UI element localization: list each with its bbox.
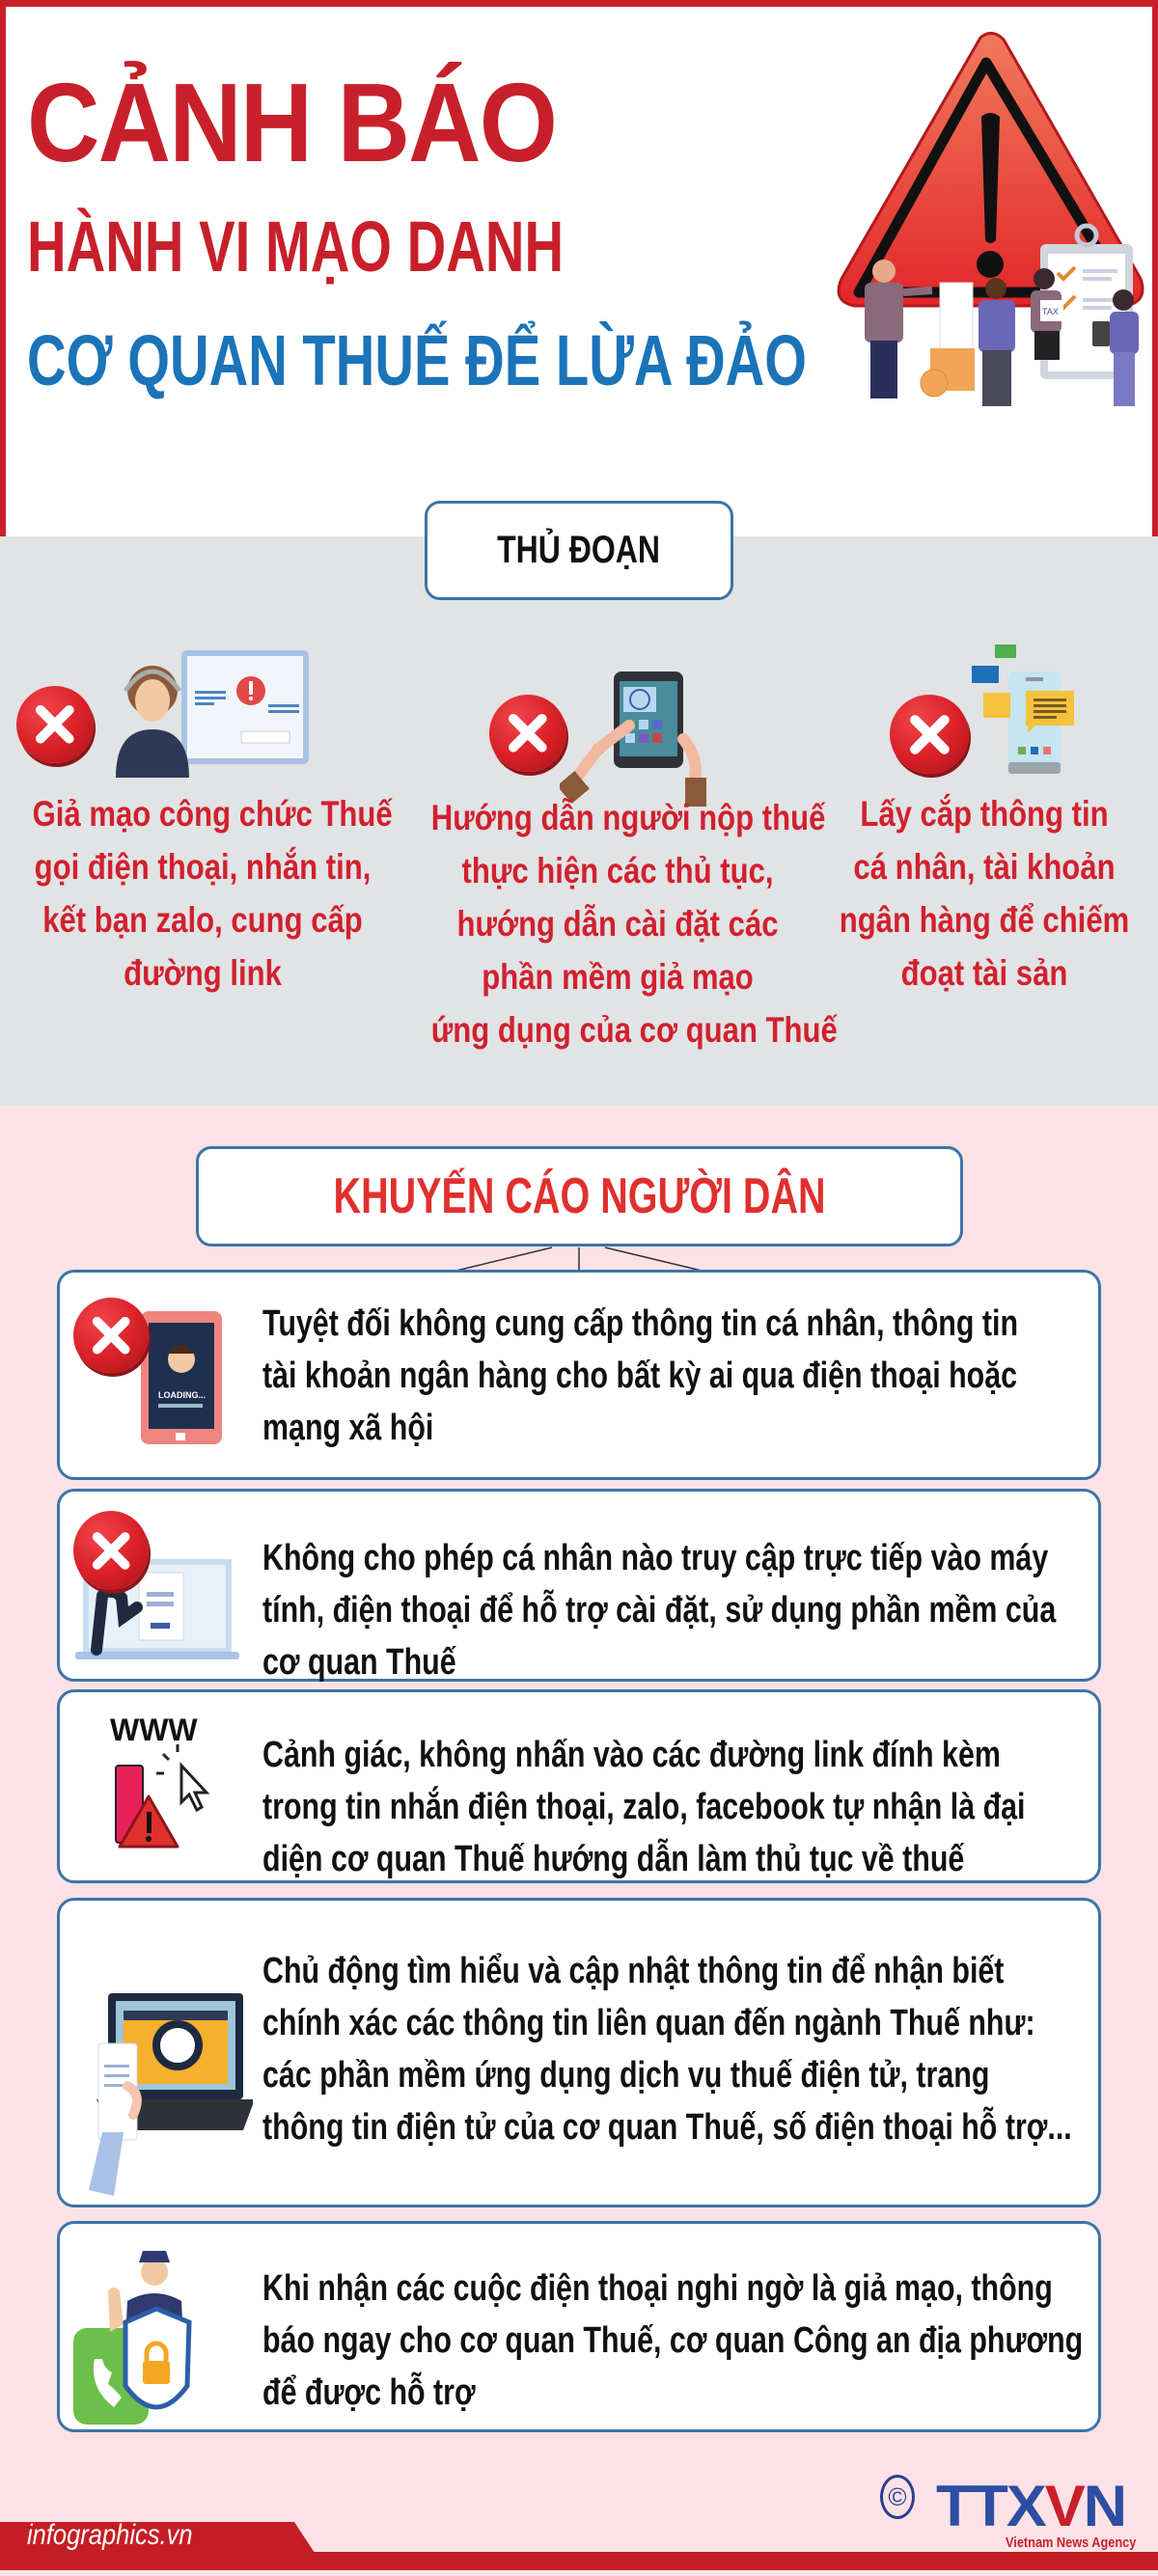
- title-impersonation: HÀNH VI MẠO DANH: [27, 206, 565, 287]
- phone-messages-icon: [970, 643, 1086, 778]
- advice-text: Không cho phép cá nhân nào truy cập trực tiếp vào máy tính, điện thoại để hỗ trợ cài đặt, sử dụng phần mềm của cơ quan Thuế: [262, 1538, 1057, 1683]
- tablet-hands-icon: [560, 662, 714, 807]
- x-mark-icon: [890, 695, 969, 774]
- tactic-text: Lấy cắp thông tin cá nhân, tài khoản ngân hàng để chiếm đoạt tài sản: [839, 794, 1130, 993]
- agency-name: Vietnam News Agency: [1006, 2535, 1137, 2551]
- advice-card: [57, 1489, 1101, 1682]
- advice-text: Tuyệt đối không cung cấp thông tin cá nhân, thông tin tài khoản ngân hàng cho bất kỳ ai qua điện thoại hoặc mạng xã hội: [262, 1303, 1019, 1448]
- footer-site-link[interactable]: infographics.vn: [27, 2519, 193, 2551]
- x-mark-icon: [16, 686, 94, 763]
- warning-triangle-people-illustration: [816, 20, 1154, 406]
- title-warning: CẢNH BÁO: [27, 60, 557, 185]
- tactics-section: [0, 536, 1158, 1106]
- footer-bar: [0, 2552, 1158, 2570]
- svg-text:TAX: TAX: [1042, 307, 1059, 316]
- advice-card: [57, 1898, 1101, 2207]
- laptop-search-document-icon: [69, 1901, 253, 2205]
- call-center-agent-icon: [96, 643, 338, 778]
- tactic-text: Giả mạo công chức Thuế gọi điện thoại, nhắn tin, kết bạn zalo, cung cấp đường link: [32, 794, 393, 993]
- phone-face-id-icon: [69, 1273, 253, 1477]
- tactics-heading-box: [425, 501, 733, 600]
- svg-text:LOADING...: LOADING...: [158, 1390, 206, 1400]
- advice-card: [57, 1270, 1101, 1480]
- copyright-icon: ©: [880, 2475, 915, 2519]
- tactic-text: Hướng dẫn người nộp thuế thực hiện các thủ tục, hướng dẫn cài đặt các phần mềm giả mạo ứng dụng của cơ quan Thuế: [430, 798, 838, 1050]
- title-tax-agency-fraud: CƠ QUAN THUẾ ĐỂ LỪA ĐẢO: [27, 320, 808, 400]
- hero-header: [0, 0, 1158, 536]
- tactics-heading: THỦ ĐOẠN: [497, 529, 661, 571]
- advice-heading: KHUYẾN CÁO NGƯỜI DÂN: [333, 1168, 826, 1224]
- agency-logo: TTXVN: [936, 2474, 1126, 2538]
- x-mark-icon: [73, 1511, 149, 1590]
- advice-text: Cảnh giác, không nhấn vào các đường link đính kèm trong tin nhắn điện thoại, zalo, facebook tự nhận là đại diện cơ quan Thuế hướng dẫn làm thủ tục về thuế: [262, 1735, 1026, 1879]
- advice-card: [57, 2221, 1101, 2432]
- advice-heading-box: [196, 1146, 963, 1247]
- svg-text:WWW: WWW: [110, 1713, 198, 1747]
- police-shield-phone-icon: [69, 2224, 253, 2429]
- advice-card: [57, 1689, 1101, 1883]
- x-mark-icon: [489, 695, 566, 772]
- advice-text: Chủ động tìm hiểu và cập nhật thông tin để nhận biết chính xác các thông tin liên quan đến ngành Thuế như: các phần mềm ứng dụng dịch vụ thuế điện tử, trang thông tin điện tử của cơ quan Thuế, số điện thoại hỗ trợ...: [262, 1951, 1072, 2148]
- www-click-warning-icon: [69, 1692, 253, 1880]
- x-mark-icon: [73, 1298, 149, 1373]
- advice-text: Khi nhận các cuộc điện thoại nghi ngờ là giả mạo, thông báo ngay cho cơ quan Thuế, cơ quan Công an địa phương để được hỗ trợ: [262, 2268, 1084, 2413]
- laptop-hacker-icon: [69, 1492, 253, 1679]
